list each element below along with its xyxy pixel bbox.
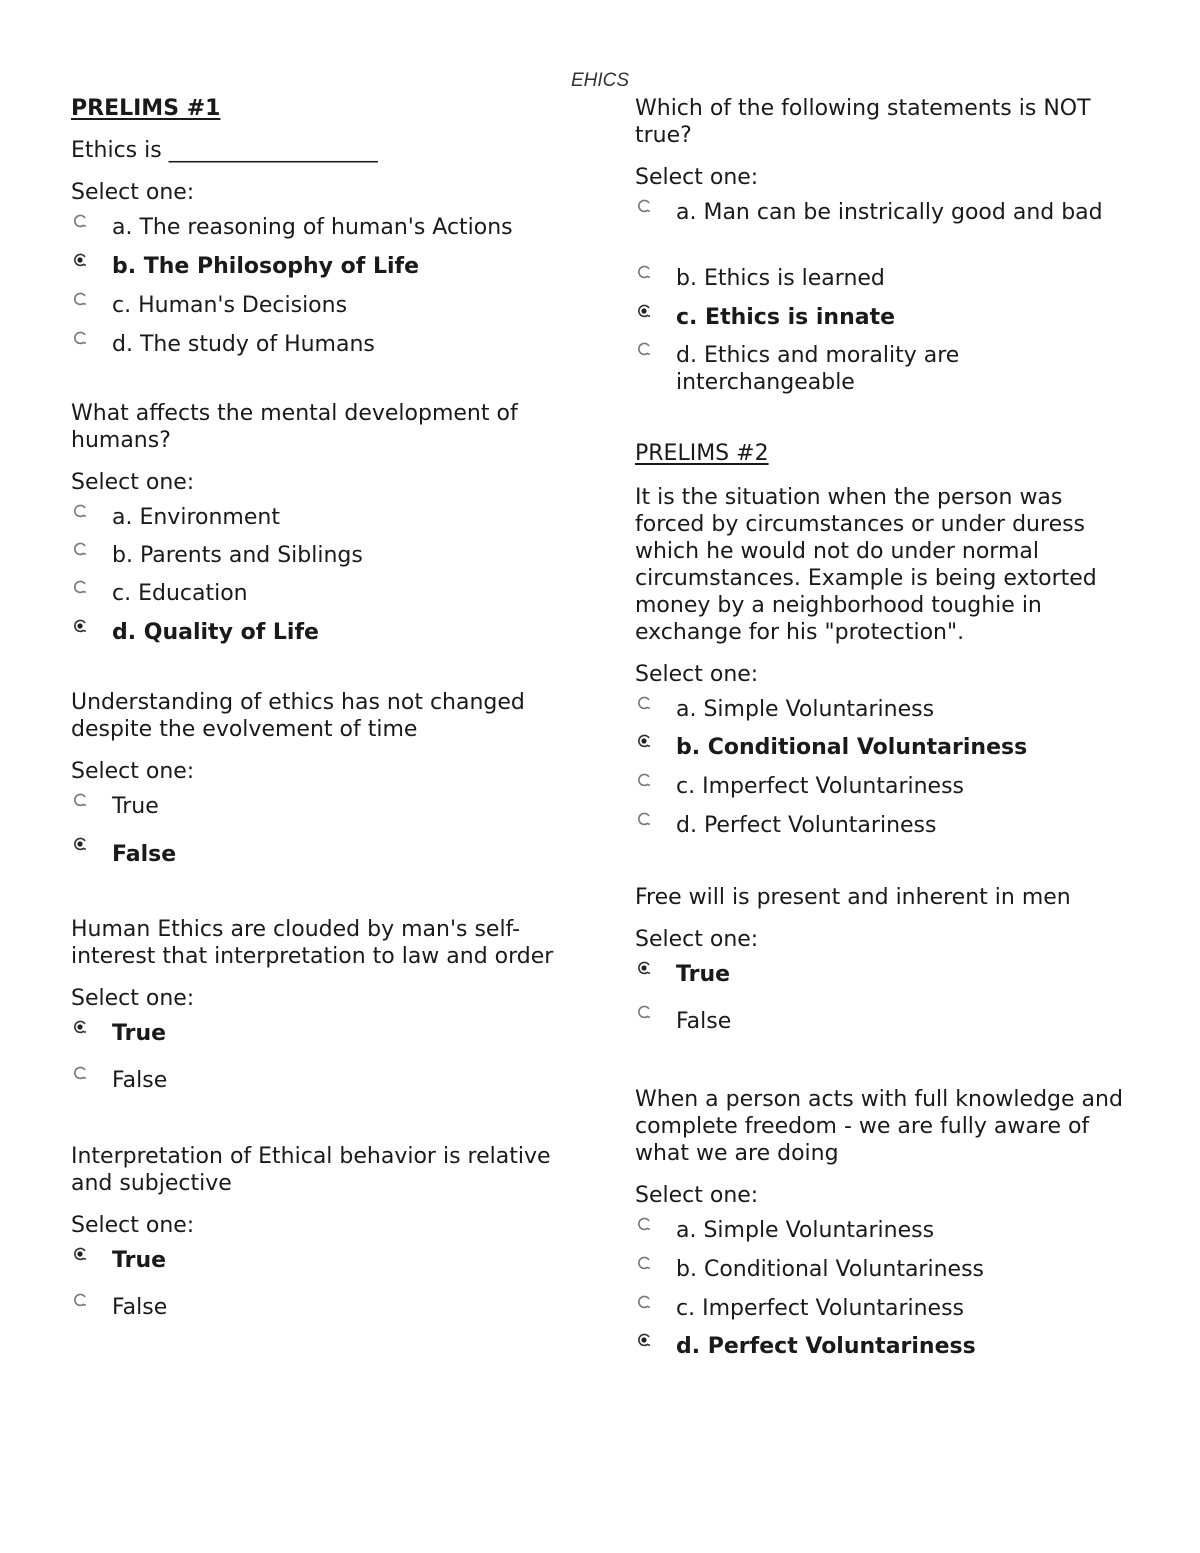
section-title-prelims-2: PRELIMS #2 xyxy=(635,441,769,466)
answer-option-a[interactable] xyxy=(71,504,571,542)
question-ethics-is xyxy=(71,137,571,370)
answer-option-label: False xyxy=(112,842,177,867)
answer-option-label: b. Parents and Siblings xyxy=(112,543,363,568)
answer-option-false[interactable] xyxy=(71,1293,571,1334)
question-text: Which of the following statements is NOT true? xyxy=(635,96,1091,148)
answer-option-label: c. Education xyxy=(112,581,248,606)
radio-selected-icon[interactable] xyxy=(73,619,87,633)
radio-unselected-icon[interactable] xyxy=(73,331,87,345)
answer-option-label: d. The study of Humans xyxy=(112,332,375,357)
question-text: Understanding of ethics has not changed despite the evolvement of time xyxy=(71,690,525,742)
answer-options xyxy=(71,214,571,370)
question-mental-development xyxy=(71,400,571,658)
answer-option-label: b. Conditional Voluntariness xyxy=(676,735,1028,760)
question-text: Free will is present and inherent in men xyxy=(635,885,1071,910)
radio-unselected-icon[interactable] xyxy=(637,1217,651,1231)
answer-option-label: a. Environment xyxy=(112,505,280,530)
answer-option-d[interactable] xyxy=(635,812,1135,851)
select-one-label: Select one: xyxy=(71,986,195,1011)
answer-option-b[interactable] xyxy=(635,265,1135,304)
answer-option-label: a. Man can be instrically good and bad xyxy=(676,200,1103,225)
radio-unselected-icon[interactable] xyxy=(73,542,87,556)
answer-option-label: True xyxy=(676,962,731,987)
answer-option-label: d. Perfect Voluntariness xyxy=(676,1334,976,1359)
radio-unselected-icon[interactable] xyxy=(637,696,651,710)
answer-option-label: b. Ethics is learned xyxy=(676,266,885,291)
select-one-label: Select one: xyxy=(635,165,759,190)
answer-options xyxy=(635,1217,1135,1371)
radio-selected-icon[interactable] xyxy=(73,1247,87,1261)
answer-option-b[interactable] xyxy=(71,542,571,580)
answer-option-label: d. Ethics and morality are interchangeable xyxy=(676,343,960,395)
answer-option-label: c. Imperfect Voluntariness xyxy=(676,774,965,799)
radio-unselected-icon[interactable] xyxy=(73,292,87,306)
answer-option-b[interactable] xyxy=(635,1256,1135,1295)
question-text: What affects the mental development of humans? xyxy=(71,401,518,453)
radio-selected-icon[interactable] xyxy=(637,1333,651,1347)
answer-option-b-selected[interactable] xyxy=(635,734,1135,773)
answer-option-label: a. Simple Voluntariness xyxy=(676,697,935,722)
answer-option-true-selected[interactable] xyxy=(635,961,1135,1005)
radio-selected-icon[interactable] xyxy=(73,837,87,851)
answer-option-label: True xyxy=(112,794,159,819)
answer-option-label: True xyxy=(112,1248,167,1273)
radio-unselected-icon[interactable] xyxy=(637,773,651,787)
answer-option-true[interactable] xyxy=(71,793,571,837)
select-one-label: Select one: xyxy=(71,470,195,495)
radio-selected-icon[interactable] xyxy=(637,734,651,748)
question-not-true xyxy=(635,95,1135,396)
radio-selected-icon[interactable] xyxy=(637,961,651,975)
answer-option-d[interactable] xyxy=(635,342,1135,396)
answer-option-false-selected[interactable] xyxy=(71,837,571,881)
answer-option-true-selected[interactable] xyxy=(71,1020,571,1066)
answer-option-label: d. Quality of Life xyxy=(112,620,319,645)
answer-option-a[interactable] xyxy=(635,1217,1135,1256)
answer-option-c[interactable] xyxy=(635,773,1135,812)
answer-options xyxy=(635,199,1135,396)
answer-option-label: a. The reasoning of human's Actions xyxy=(112,215,513,240)
page-header-title: EHICS xyxy=(570,70,630,91)
radio-selected-icon[interactable] xyxy=(73,1020,87,1034)
answer-option-label: c. Human's Decisions xyxy=(112,293,348,318)
answer-option-a[interactable] xyxy=(71,214,571,253)
radio-unselected-icon[interactable] xyxy=(637,265,651,279)
question-text: Human Ethics are clouded by man's self-interest that interpretation to law and order xyxy=(71,917,554,969)
question-text: Interpretation of Ethical behavior is relative and subjective xyxy=(71,1144,551,1196)
answer-option-label: True xyxy=(112,1021,167,1046)
question-full-knowledge xyxy=(635,1086,1135,1371)
radio-unselected-icon[interactable] xyxy=(637,1295,651,1309)
select-one-label: Select one: xyxy=(71,1213,195,1238)
radio-unselected-icon[interactable] xyxy=(73,580,87,594)
select-one-label: Select one: xyxy=(71,180,195,205)
right-column xyxy=(635,95,1135,1371)
answer-options xyxy=(635,961,1135,1048)
answer-options xyxy=(71,793,571,881)
question-free-will xyxy=(635,884,1135,1048)
radio-unselected-icon[interactable] xyxy=(637,812,651,826)
answer-option-d[interactable] xyxy=(71,331,571,370)
question-human-ethics-clouded xyxy=(71,916,571,1107)
select-one-label: Select one: xyxy=(635,927,759,952)
question-text: It is the situation when the person was forced by circumstances or under duress which he would not do under normal circumstances. Example is being extorted money by a neighborhood toughie in exchange for his "protection". xyxy=(635,485,1097,645)
answer-option-c[interactable] xyxy=(71,580,571,619)
radio-unselected-icon[interactable] xyxy=(637,1256,651,1270)
answer-option-label: c. Ethics is innate xyxy=(676,305,896,330)
answer-option-label: c. Imperfect Voluntariness xyxy=(676,1296,965,1321)
radio-selected-icon[interactable] xyxy=(637,304,651,318)
left-column xyxy=(71,95,571,1334)
select-one-label: Select one: xyxy=(635,1183,759,1208)
radio-unselected-icon[interactable] xyxy=(637,342,651,356)
answer-option-a[interactable] xyxy=(635,696,1135,734)
answer-option-label: False xyxy=(676,1009,732,1034)
question-conditional-situation xyxy=(635,484,1135,851)
answer-option-c[interactable] xyxy=(71,292,571,331)
radio-unselected-icon[interactable] xyxy=(637,1005,651,1019)
question-understanding-ethics xyxy=(71,689,571,881)
radio-unselected-icon[interactable] xyxy=(73,793,87,807)
radio-unselected-icon[interactable] xyxy=(73,214,87,228)
answer-option-false[interactable] xyxy=(635,1005,1135,1048)
answer-option-label: False xyxy=(112,1068,168,1093)
radio-unselected-icon[interactable] xyxy=(73,1293,87,1307)
answer-option-label: b. Conditional Voluntariness xyxy=(676,1257,984,1282)
question-text: Ethics is ___________________ xyxy=(71,138,378,163)
answer-options xyxy=(635,696,1135,851)
answer-option-false[interactable] xyxy=(71,1066,571,1107)
answer-option-label: False xyxy=(112,1295,168,1320)
answer-option-d-selected[interactable] xyxy=(71,619,571,658)
answer-option-d-selected[interactable] xyxy=(635,1333,1135,1371)
answer-options xyxy=(71,504,571,658)
radio-unselected-icon[interactable] xyxy=(637,199,651,213)
answer-options xyxy=(71,1020,571,1107)
answer-option-label: d. Perfect Voluntariness xyxy=(676,813,937,838)
question-text: When a person acts with full knowledge and complete freedom - we are fully aware of what we are doing xyxy=(635,1087,1123,1166)
radio-unselected-icon[interactable] xyxy=(73,504,87,518)
answer-option-c[interactable] xyxy=(635,1295,1135,1333)
select-one-label: Select one: xyxy=(71,759,195,784)
radio-unselected-icon[interactable] xyxy=(73,1066,87,1080)
answer-option-label: a. Simple Voluntariness xyxy=(676,1218,935,1243)
answer-option-label: b. The Philosophy of Life xyxy=(112,254,420,279)
question-interpretation-ethical-behavior xyxy=(71,1143,571,1334)
answer-option-a[interactable] xyxy=(635,199,1135,265)
answer-option-true-selected[interactable] xyxy=(71,1247,571,1293)
select-one-label: Select one: xyxy=(635,662,759,687)
radio-selected-icon[interactable] xyxy=(73,253,87,267)
answer-option-b-selected[interactable] xyxy=(71,253,571,292)
answer-options xyxy=(71,1247,571,1334)
answer-option-c-selected[interactable] xyxy=(635,304,1135,342)
section-title-prelims-1: PRELIMS #1 xyxy=(71,96,221,121)
